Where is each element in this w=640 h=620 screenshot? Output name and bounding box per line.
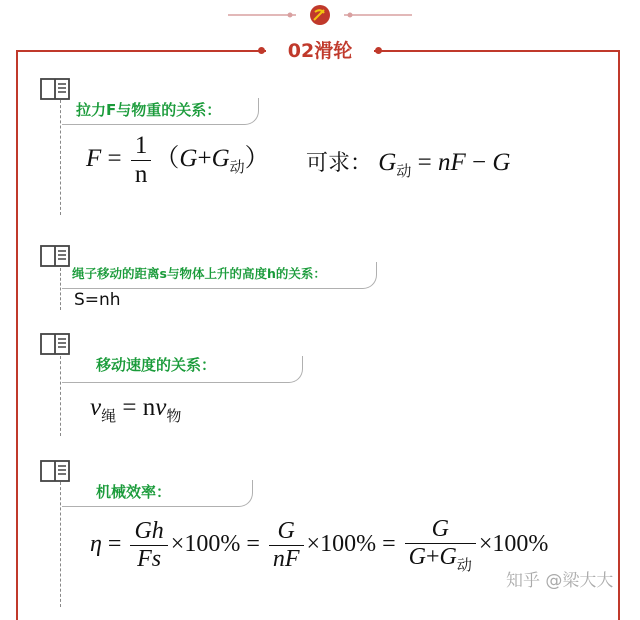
block-label: 绳子移动的距离s与物体上升的高度h的关系： [72, 266, 326, 281]
block-label: 移动速度的关系： [96, 356, 217, 374]
dashed-guide-line [60, 100, 61, 215]
watermark: 知乎 @梁大大 [506, 571, 614, 591]
block-label: 机械效率： [96, 483, 172, 501]
section-title: 02滑轮 [266, 36, 374, 66]
flag-emblem-icon [310, 5, 330, 25]
formula-efficiency: η = $\frac{Gh}{Fs}$ ×100% = $\frac{G}{nF}$ ×100% = $\frac{G}{G+G_动}$ ×100% [90, 516, 549, 574]
header-decoration [0, 0, 640, 30]
book-icon [40, 333, 70, 355]
title-dot-right [375, 47, 382, 54]
block-label: 拉力F与物重的关系： [76, 101, 222, 119]
book-icon [40, 78, 70, 100]
title-dot-left [258, 47, 265, 54]
formula-speed: $\nu_绳 = n\nu_物$ [90, 394, 182, 425]
dashed-guide-line [60, 482, 61, 607]
formula-pull-force: F = $\frac{1}{n}$ $(G+G_动)$ [86, 132, 270, 188]
dashed-guide-line [60, 268, 61, 310]
book-icon [40, 460, 70, 482]
formula-derived: 可求： $G_动$ = nF − G [306, 149, 511, 180]
dashed-guide-line [60, 356, 61, 436]
formula-distance: S=nh [74, 290, 121, 310]
